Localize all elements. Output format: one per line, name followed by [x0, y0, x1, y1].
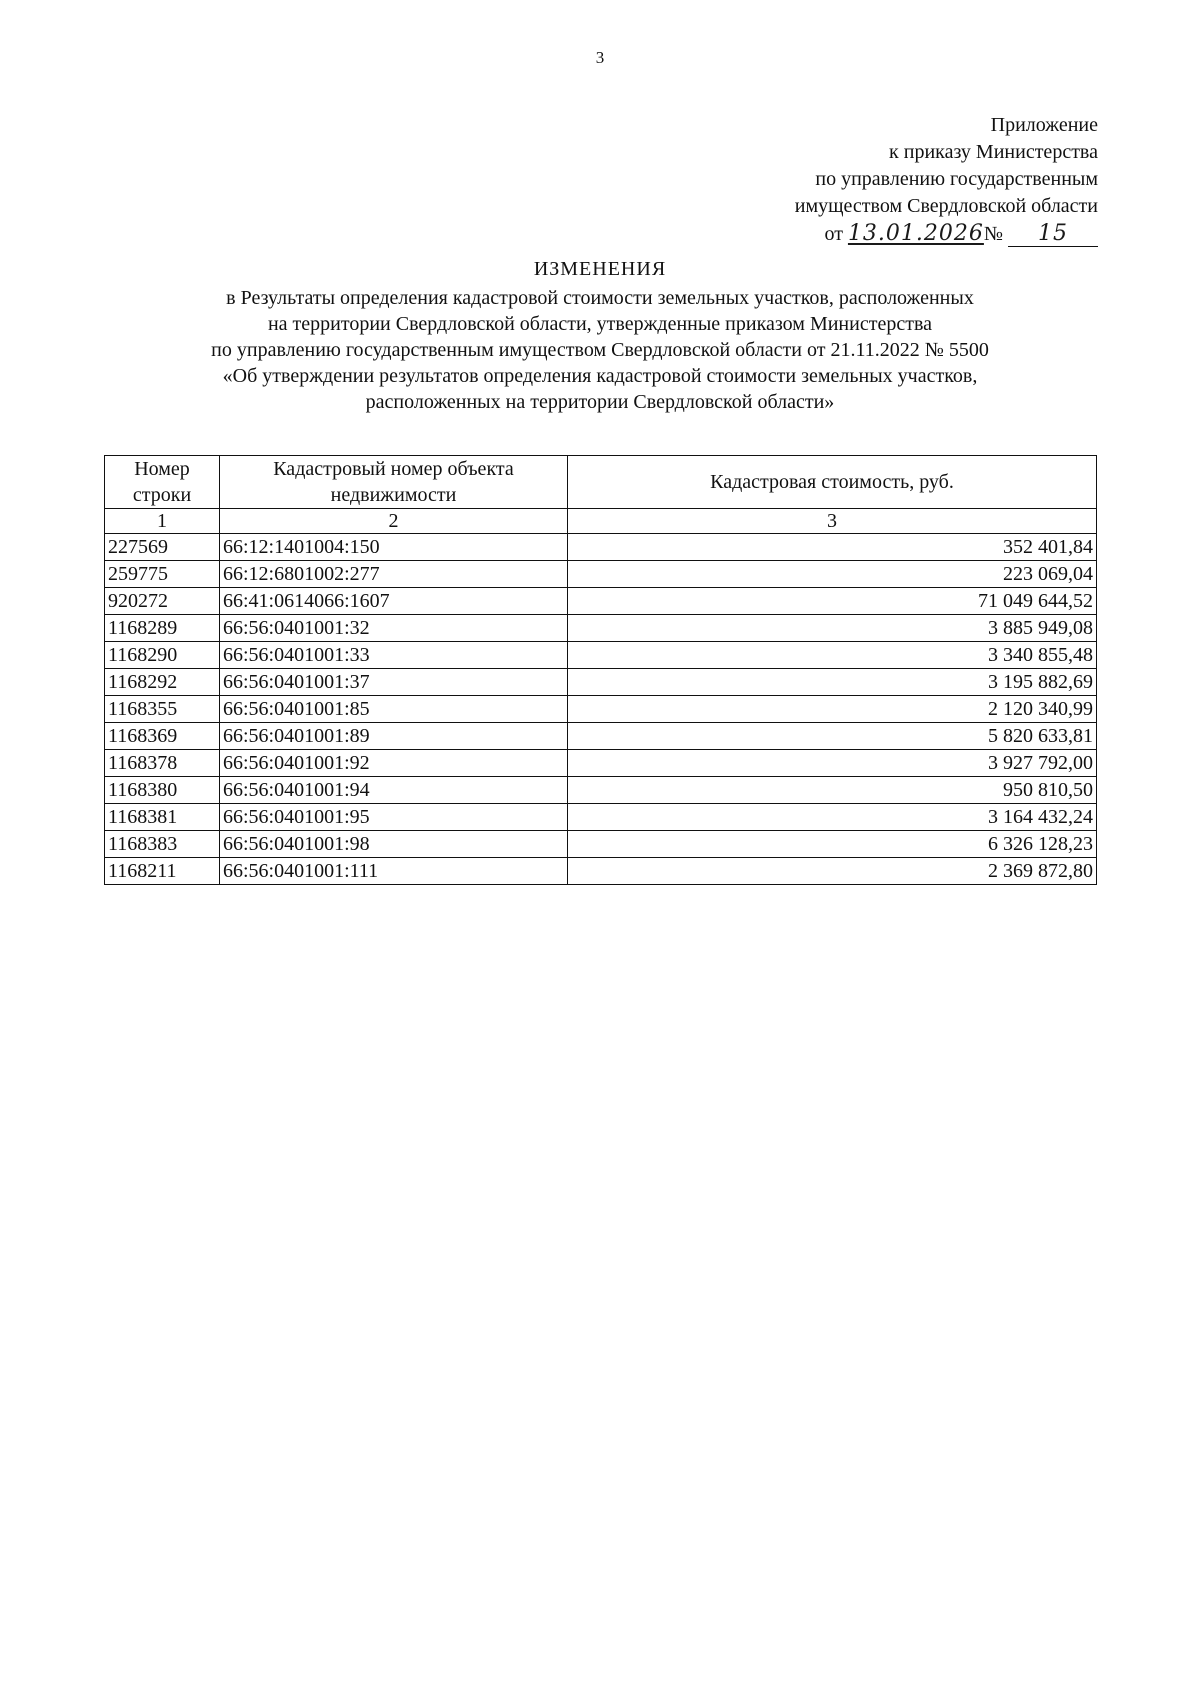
header-cadastral-number: Кадастровый номер объекта недвижимости	[220, 456, 568, 509]
column-number: 2	[220, 509, 568, 534]
cost-cell: 950 810,50	[568, 777, 1097, 804]
cost-cell: 3 164 432,24	[568, 804, 1097, 831]
cadastral-number-cell: 66:56:0401001:92	[220, 750, 568, 777]
table-row	[105, 696, 1097, 723]
subtitle-line: «Об утверждении результатов определения кадастровой стоимости земельных участков,	[222, 365, 978, 387]
cadastral-table	[104, 455, 1097, 885]
number-prefix: №	[983, 223, 1003, 245]
table-row	[105, 669, 1097, 696]
cost-cell: 223 069,04	[568, 561, 1097, 588]
cadastral-number-cell: 66:12:1401004:150	[220, 534, 568, 561]
cost-cell: 3 340 855,48	[568, 642, 1097, 669]
header-cost: Кадастровая стоимость, руб.	[568, 456, 1097, 509]
document-title: ИЗМЕНЕНИЯ	[533, 258, 667, 280]
page-number: 3	[595, 48, 605, 67]
appendix-line: Приложение	[990, 114, 1098, 136]
table-row	[105, 804, 1097, 831]
appendix-line: имуществом Свердловской области	[794, 195, 1098, 217]
row-number-cell: 1168380	[105, 777, 220, 804]
row-number-cell: 227569	[105, 534, 220, 561]
date-prefix: от	[824, 223, 843, 245]
cadastral-number-cell: 66:56:0401001:37	[220, 669, 568, 696]
column-number-row	[105, 509, 1097, 534]
table-row	[105, 723, 1097, 750]
table-row	[105, 831, 1097, 858]
appendix-line: к приказу Министерства	[889, 141, 1098, 163]
row-number-cell: 1168290	[105, 642, 220, 669]
header-row-number: Номер строки	[105, 456, 220, 509]
cadastral-number-cell: 66:56:0401001:98	[220, 831, 568, 858]
subtitle-line: по управлению государственным имуществом Свердловской области от 21.11.2022 № 5500	[211, 339, 989, 361]
row-number-cell: 1168381	[105, 804, 220, 831]
row-number-cell: 259775	[105, 561, 220, 588]
cost-cell: 5 820 633,81	[568, 723, 1097, 750]
subtitle-line: на территории Свердловской области, утвержденные приказом Министерства	[267, 313, 933, 335]
appendix-line: по управлению государственным	[815, 168, 1098, 190]
table-row	[105, 858, 1097, 885]
cost-cell: 6 326 128,23	[568, 831, 1097, 858]
cost-cell: 3 927 792,00	[568, 750, 1097, 777]
table-row	[105, 588, 1097, 615]
row-number-cell: 1168292	[105, 669, 220, 696]
cost-cell: 2 369 872,80	[568, 858, 1097, 885]
cadastral-number-cell: 66:56:0401001:32	[220, 615, 568, 642]
cost-cell: 2 120 340,99	[568, 696, 1097, 723]
row-number-cell: 1168211	[105, 858, 220, 885]
cost-cell: 3 885 949,08	[568, 615, 1097, 642]
table-header-row	[105, 456, 1097, 509]
subtitle-line: в Результаты определения кадастровой стоимости земельных участков, расположенных	[226, 287, 974, 309]
subtitle-line: расположенных на территории Свердловской области»	[365, 391, 835, 413]
cadastral-number-cell: 66:12:6801002:277	[220, 561, 568, 588]
table-row	[105, 750, 1097, 777]
cost-cell: 3 195 882,69	[568, 669, 1097, 696]
row-number-cell: 1168355	[105, 696, 220, 723]
table-row	[105, 561, 1097, 588]
handwritten-date: 13.01.2026	[847, 221, 984, 246]
column-number: 3	[568, 509, 1097, 534]
row-number-cell: 1168378	[105, 750, 220, 777]
table-row	[105, 777, 1097, 804]
cadastral-number-cell: 66:41:0614066:1607	[220, 588, 568, 615]
appendix-date-line	[498, 220, 1098, 248]
table-row	[105, 615, 1097, 642]
cadastral-number-cell: 66:56:0401001:85	[220, 696, 568, 723]
cost-cell: 71 049 644,52	[568, 588, 1097, 615]
row-number-cell: 920272	[105, 588, 220, 615]
cadastral-number-cell: 66:56:0401001:95	[220, 804, 568, 831]
row-number-cell: 1168383	[105, 831, 220, 858]
cadastral-number-cell: 66:56:0401001:94	[220, 777, 568, 804]
row-number-cell: 1168289	[105, 615, 220, 642]
row-number-cell: 1168369	[105, 723, 220, 750]
document-subtitle	[140, 285, 1060, 415]
cadastral-number-cell: 66:56:0401001:33	[220, 642, 568, 669]
appendix-block	[498, 112, 1098, 248]
column-number: 1	[105, 509, 220, 534]
table-row	[105, 642, 1097, 669]
cost-cell: 352 401,84	[568, 534, 1097, 561]
table-row	[105, 534, 1097, 561]
handwritten-number: 15	[1008, 222, 1098, 247]
cadastral-number-cell: 66:56:0401001:111	[220, 858, 568, 885]
cadastral-number-cell: 66:56:0401001:89	[220, 723, 568, 750]
